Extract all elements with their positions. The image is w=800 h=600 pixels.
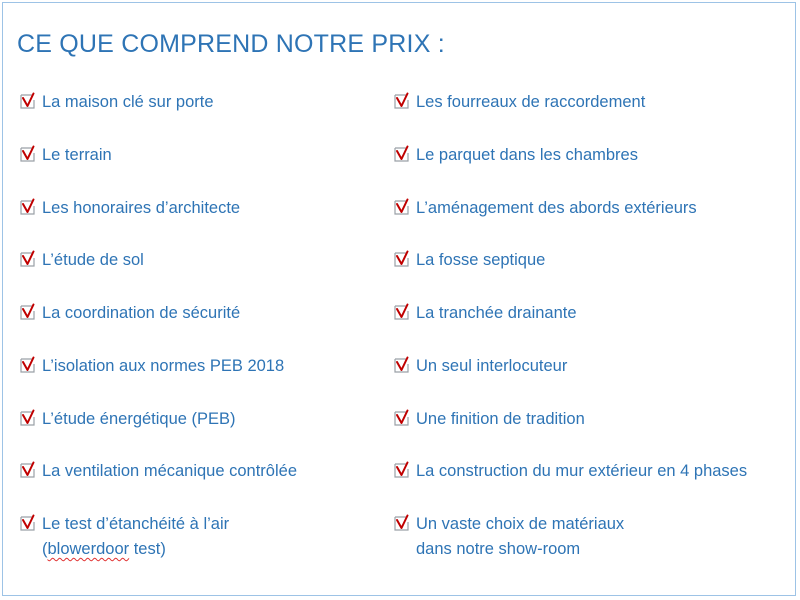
page-title: CE QUE COMPREND NOTRE PRIX : xyxy=(17,30,445,58)
list-item xyxy=(19,512,229,562)
list-item: La coordination de sécurité xyxy=(19,301,240,326)
list-item: Une finition de tradition xyxy=(393,407,585,432)
list-item: Les honoraires d’architecte xyxy=(19,196,240,221)
checkbox-check-icon xyxy=(19,461,37,479)
checkbox-check-icon xyxy=(19,409,37,427)
spellcheck-word: blowerdoor xyxy=(47,540,130,558)
checkbox-check-icon xyxy=(19,198,37,216)
list-item: L’aménagement des abords extérieurs xyxy=(393,196,697,221)
checkbox-check-icon xyxy=(393,92,411,110)
checkbox-check-icon xyxy=(393,409,411,427)
list-item-line1: Le test d’étanchéité à l’air xyxy=(42,515,230,533)
checkbox-check-icon xyxy=(393,250,411,268)
list-item: La construction du mur extérieur en 4 phases xyxy=(393,459,747,484)
checkbox-check-icon xyxy=(19,145,37,163)
checkbox-check-icon xyxy=(393,461,411,479)
list-item: La maison clé sur porte xyxy=(19,90,214,115)
checkbox-check-icon xyxy=(19,514,37,532)
checkbox-check-icon xyxy=(393,514,411,532)
list-item: La tranchée drainante xyxy=(393,301,577,326)
list-item: Les fourreaux de raccordement xyxy=(393,90,645,115)
list-item: La fosse septique xyxy=(393,248,545,273)
list-item-line2: dans notre show-room xyxy=(416,540,581,558)
checkbox-check-icon xyxy=(393,356,411,374)
checkbox-check-icon xyxy=(393,145,411,163)
list-item: Le parquet dans les chambres xyxy=(393,143,638,168)
checkbox-check-icon xyxy=(19,250,37,268)
list-item: L’étude énergétique (PEB) xyxy=(19,407,236,432)
list-item: L’étude de sol xyxy=(19,248,144,273)
list-item-line2: (blowerdoor test) xyxy=(42,540,166,558)
checkbox-check-icon xyxy=(19,303,37,321)
list-item: La ventilation mécanique contrôlée xyxy=(19,459,297,484)
list-item: Le terrain xyxy=(19,143,112,168)
list-item xyxy=(393,512,624,562)
list-item-line1: Un vaste choix de matériaux xyxy=(416,515,625,533)
checkbox-check-icon xyxy=(393,303,411,321)
list-item: L’isolation aux normes PEB 2018 xyxy=(19,354,284,379)
list-item: Un seul interlocuteur xyxy=(393,354,567,379)
checkbox-check-icon xyxy=(19,356,37,374)
checkbox-check-icon xyxy=(19,92,37,110)
checkbox-check-icon xyxy=(393,198,411,216)
